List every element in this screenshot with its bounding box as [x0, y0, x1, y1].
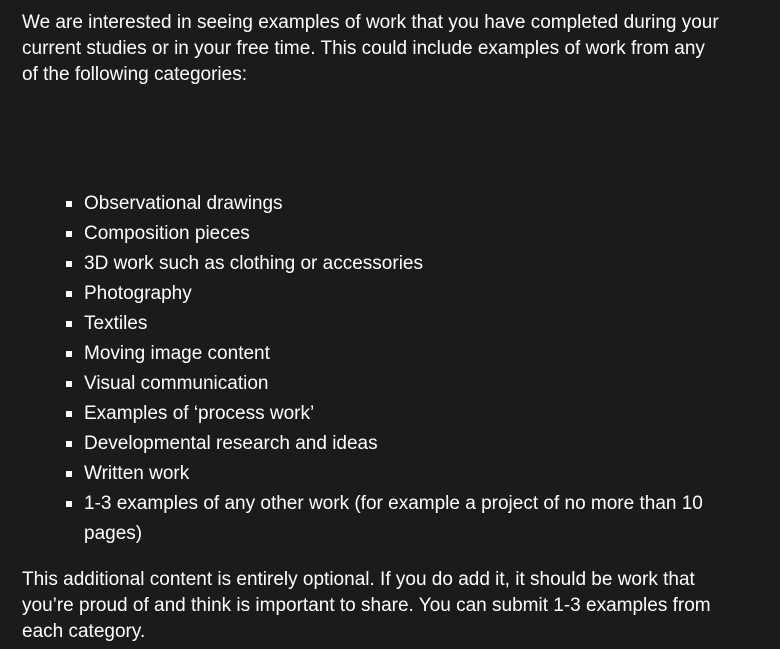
- list-item: [84, 459, 722, 489]
- list-item: [84, 279, 722, 309]
- list-item: [84, 369, 722, 399]
- list-item-label: Observational drawings: [84, 193, 283, 214]
- list-item: [84, 249, 722, 279]
- bullet-icon: [66, 291, 72, 297]
- list-item-label: Textiles: [84, 313, 148, 334]
- bullet-icon: [66, 441, 72, 447]
- bullet-icon: [66, 231, 72, 237]
- intro-paragraph: We are interested in seeing examples of work that you have completed during your current studies or in your free time. This could include examples of work from any of the following categories:: [22, 12, 719, 85]
- list-item: [84, 309, 722, 339]
- bullet-icon: [66, 501, 72, 507]
- list-item: [84, 399, 722, 429]
- list-item: [84, 339, 722, 369]
- content-area: [22, 10, 722, 645]
- list-item: [84, 219, 722, 249]
- list-item-label: 1-3 examples of any other work (for example a project of no more than 10 pages): [84, 493, 703, 544]
- bullet-icon: [66, 411, 72, 417]
- list-item-label: Photography: [84, 283, 192, 304]
- list-item: [84, 429, 722, 459]
- bullet-icon: [66, 201, 72, 207]
- bullet-icon: [66, 321, 72, 327]
- category-list: [22, 189, 722, 549]
- list-item-label: Composition pieces: [84, 223, 250, 244]
- list-item-label: Moving image content: [84, 343, 270, 364]
- bullet-icon: [66, 351, 72, 357]
- list-item: [84, 189, 722, 219]
- list-item-label: Written work: [84, 463, 190, 484]
- outro-paragraph: This additional content is entirely optional. If you do add it, it should be work that you’re proud of and think is important to share. You can submit 1-3 examples from each category.: [22, 569, 711, 642]
- list-item-label: Developmental research and ideas: [84, 433, 378, 454]
- list-item-label: Examples of ‘process work’: [84, 403, 315, 424]
- bullet-icon: [66, 261, 72, 267]
- bullet-icon: [66, 381, 72, 387]
- list-item: [84, 489, 722, 549]
- list-item-label: Visual communication: [84, 373, 269, 394]
- bullet-icon: [66, 471, 72, 477]
- list-item-label: 3D work such as clothing or accessories: [84, 253, 423, 274]
